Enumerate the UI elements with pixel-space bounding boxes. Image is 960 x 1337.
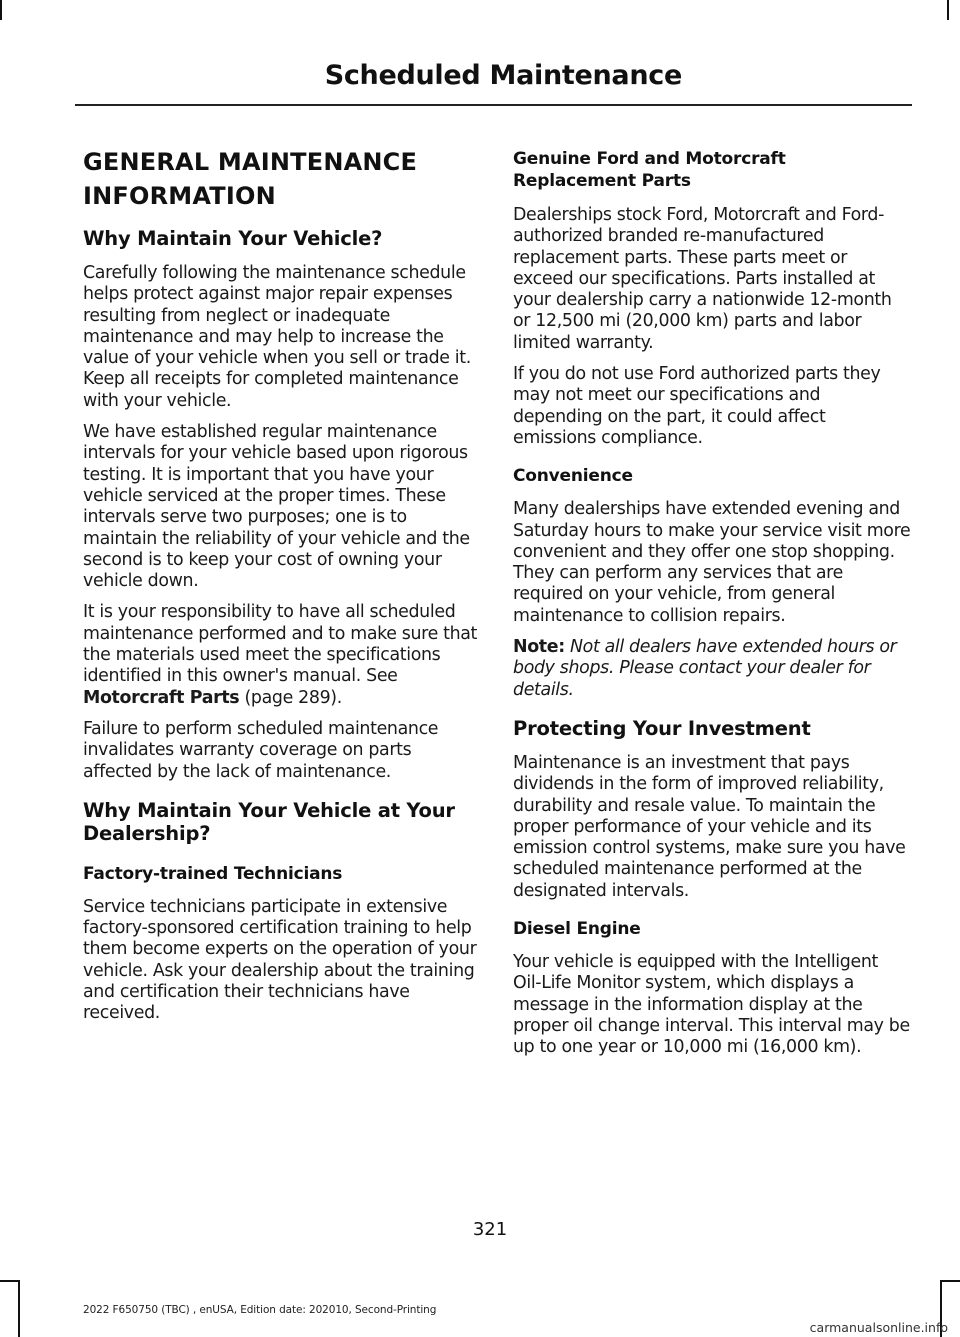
genuine-parts-paragraph-1: Dealerships stock Ford, Motorcraft and Ford-authorized branded re-manufactured replacement parts. These parts meet or exceed our specifications. Parts installed at your dealership carry a nationwide 12-month or 12,500 mi (20,000 km) parts and labor limited warranty. <box>513 205 892 353</box>
dealership-heading: Why Maintain Your Vehicle at Your Dealership? <box>83 798 455 845</box>
right-column <box>513 148 911 1069</box>
crop-mark-bottom-left-v <box>18 1280 20 1337</box>
investment-heading: Protecting Your Investment <box>513 716 811 740</box>
convenience-paragraph: Many dealerships have extended evening and Saturday hours to make your service visit more convenient and they offer one stop shopping. They can perform any services that are required on your vehicle, from general maintenance to collision repairs. <box>513 499 911 626</box>
technicians-heading: Factory-trained Technicians <box>83 863 343 884</box>
crop-mark-top-left <box>0 0 2 20</box>
page-reference: (page 289). <box>239 687 342 708</box>
note-paragraph <box>513 637 911 701</box>
page-header-title: Scheduled Maintenance <box>324 60 682 91</box>
crop-mark-bottom-left <box>0 1280 20 1282</box>
genuine-parts-paragraph-2: If you do not use Ford authorized parts they may not meet our specifications and depending on the part, it could affect emissions compliance. <box>513 364 881 448</box>
section-title <box>83 145 478 213</box>
investment-paragraph: Maintenance is an investment that pays dividends in the form of improved reliability, durability and resale value. To maintain the proper performance of your vehicle and its emission control systems, make sure you have scheduled maintenance performed at the designated intervals. <box>513 752 906 901</box>
why-maintain-paragraph-4: Failure to perform scheduled maintenance invalidates warranty coverage on parts affected by the lack of maintenance. <box>83 718 439 782</box>
watermark: carmanualsonline.info <box>809 1320 948 1335</box>
diesel-engine-heading: Diesel Engine <box>513 919 641 940</box>
why-maintain-paragraph-2: We have established regular maintenance intervals for your vehicle based upon rigorous testing. It is important that you have your vehicle serviced at the proper times. These intervals serve two purposes; one is to maintain the reliability of your vehicle and the second is to keep your cost of owning your vehicle down. <box>83 422 470 592</box>
crop-mark-top-right <box>947 0 949 20</box>
why-maintain-paragraph-1: Carefully following the maintenance schedule helps protect against major repair expenses resulting from neglect or inadequate maintenance and may help to increase the value of your vehicle when you sell or trade it. Keep all receipts for completed maintenance with your vehicle. <box>83 263 471 411</box>
header-divider <box>75 104 912 106</box>
edition-footer: 2022 F650750 (TBC) , enUSA, Edition date: 202010, Second-Printing <box>83 1304 437 1316</box>
why-maintain-heading: Why Maintain Your Vehicle? <box>83 227 383 250</box>
page-number: 321 <box>472 1219 508 1240</box>
paragraph-3-text: It is your responsibility to have all scheduled maintenance performed and to make sure that the materials used meet the specifications identified in this owner's manual. See <box>83 602 478 687</box>
convenience-heading: Convenience <box>513 466 633 487</box>
crop-mark-bottom-right <box>940 1280 960 1282</box>
left-column <box>83 145 478 1035</box>
diesel-engine-paragraph: Your vehicle is equipped with the Intelligent Oil-Life Monitor system, which displays a message in the information display at the proper oil change interval. This interval may be up to one year or 10,000 mi (16,000 km). <box>513 952 910 1058</box>
section-title-line-1: GENERAL MAINTENANCE <box>83 148 418 176</box>
why-maintain-paragraph-3 <box>83 602 478 708</box>
technicians-paragraph: Service technicians participate in extensive factory-sponsored certification training to help them become experts on the operation of your vehicle. Ask your dealership about the training and certification their technicians have received. <box>83 896 477 1024</box>
motorcraft-parts-link[interactable]: Motorcraft Parts <box>83 687 240 708</box>
genuine-parts-heading: Genuine Ford and Motorcraft Replacement Parts <box>513 149 786 191</box>
section-title-line-2: INFORMATION <box>83 182 276 210</box>
note-text: Not all dealers have extended hours or body shops. Please contact your dealer for details. <box>513 637 897 700</box>
note-label: Note: <box>513 637 565 658</box>
